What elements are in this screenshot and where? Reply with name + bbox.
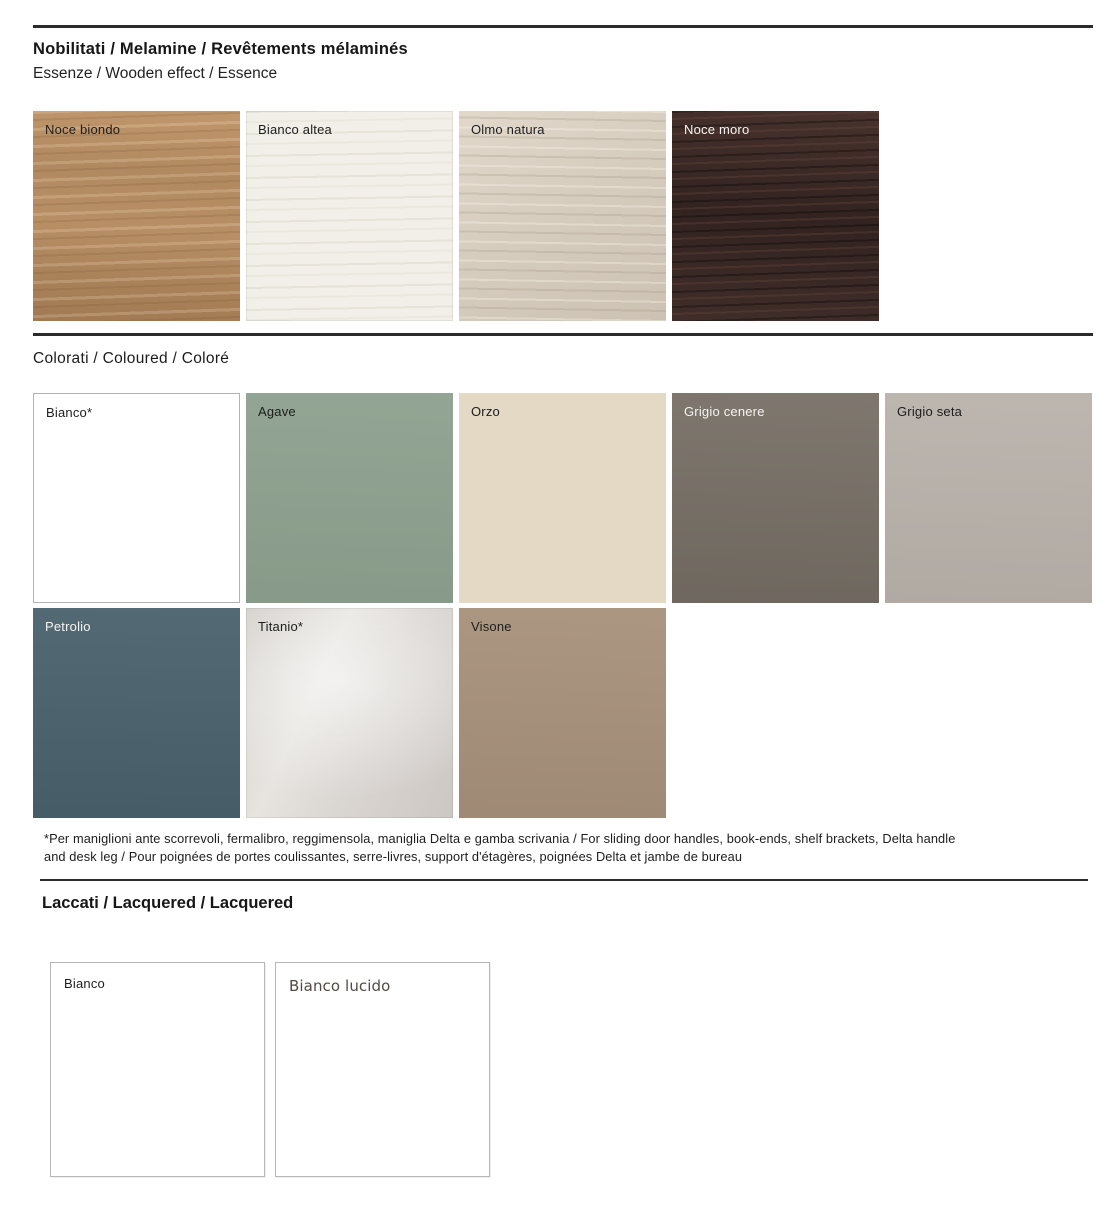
swatch-visone — [459, 608, 666, 818]
section-colored-title: Colorati / Coloured / Coloré — [33, 349, 230, 367]
section-melamine-subtitle: Essenze / Wooden effect / Essence — [33, 65, 278, 82]
swatch-label: Visone — [471, 618, 512, 634]
swatch-grigio-cenere — [672, 393, 879, 603]
swatch-label: Noce moro — [684, 122, 750, 137]
swatch-bianco — [33, 393, 240, 603]
swatch-label: Orzo — [471, 403, 500, 419]
lacquered-swatch-row — [50, 962, 1093, 1177]
swatch-label: Bianco lucido — [289, 977, 391, 996]
swatch-petrolio — [33, 608, 240, 818]
swatch-label: Noce biondo — [45, 122, 121, 137]
swatch-grigio-seta — [885, 393, 1092, 603]
swatch-label: Olmo natura — [471, 122, 545, 137]
swatch-label: Grigio cenere — [684, 403, 765, 419]
melamine-swatch-row — [33, 111, 1093, 321]
section-divider — [33, 333, 1093, 336]
swatch-bianco-lucido — [275, 962, 490, 1177]
swatch-orzo — [459, 393, 666, 603]
swatch-agave — [246, 393, 453, 603]
swatch-label: Agave — [258, 403, 296, 419]
section-lacquered-title: Laccati / Lacquered / Lacquered — [42, 894, 294, 913]
catalog-page — [0, 25, 1106, 1225]
swatch-bianco-laccato — [50, 962, 265, 1177]
swatch-titanio — [246, 608, 453, 818]
colored-swatch-row — [33, 393, 1093, 818]
swatch-olmo-natura — [459, 111, 666, 321]
swatch-label: Bianco* — [46, 404, 93, 420]
section-lacquered — [33, 879, 1093, 1178]
swatch-label: Titanio* — [258, 618, 304, 634]
section-colored — [33, 333, 1093, 866]
swatch-noce-biondo — [33, 111, 240, 321]
swatch-bianco-altea — [246, 111, 453, 321]
swatch-label: Petrolio — [45, 618, 91, 634]
swatch-noce-moro — [672, 111, 879, 321]
swatch-label: Bianco altea — [258, 122, 332, 137]
swatch-label: Grigio seta — [897, 403, 963, 419]
colored-footnote: *Per maniglioni ante scorrevoli, fermalibro, reggimensola, maniglia Delta e gamba scrivania / For sliding door handles, book-ends, shelf brackets, Delta handle and desk leg / Pour poignées de portes coulissantes, serre-livres, support d'étagères, poignées Delta et jambe de bureau — [44, 830, 956, 864]
section-divider — [33, 25, 1093, 28]
section-melamine — [33, 25, 1093, 321]
swatch-label: Bianco — [64, 976, 105, 992]
section-melamine-title: Nobilitati / Melamine / Revêtements mélaminés — [33, 40, 408, 58]
section-divider — [40, 879, 1088, 882]
